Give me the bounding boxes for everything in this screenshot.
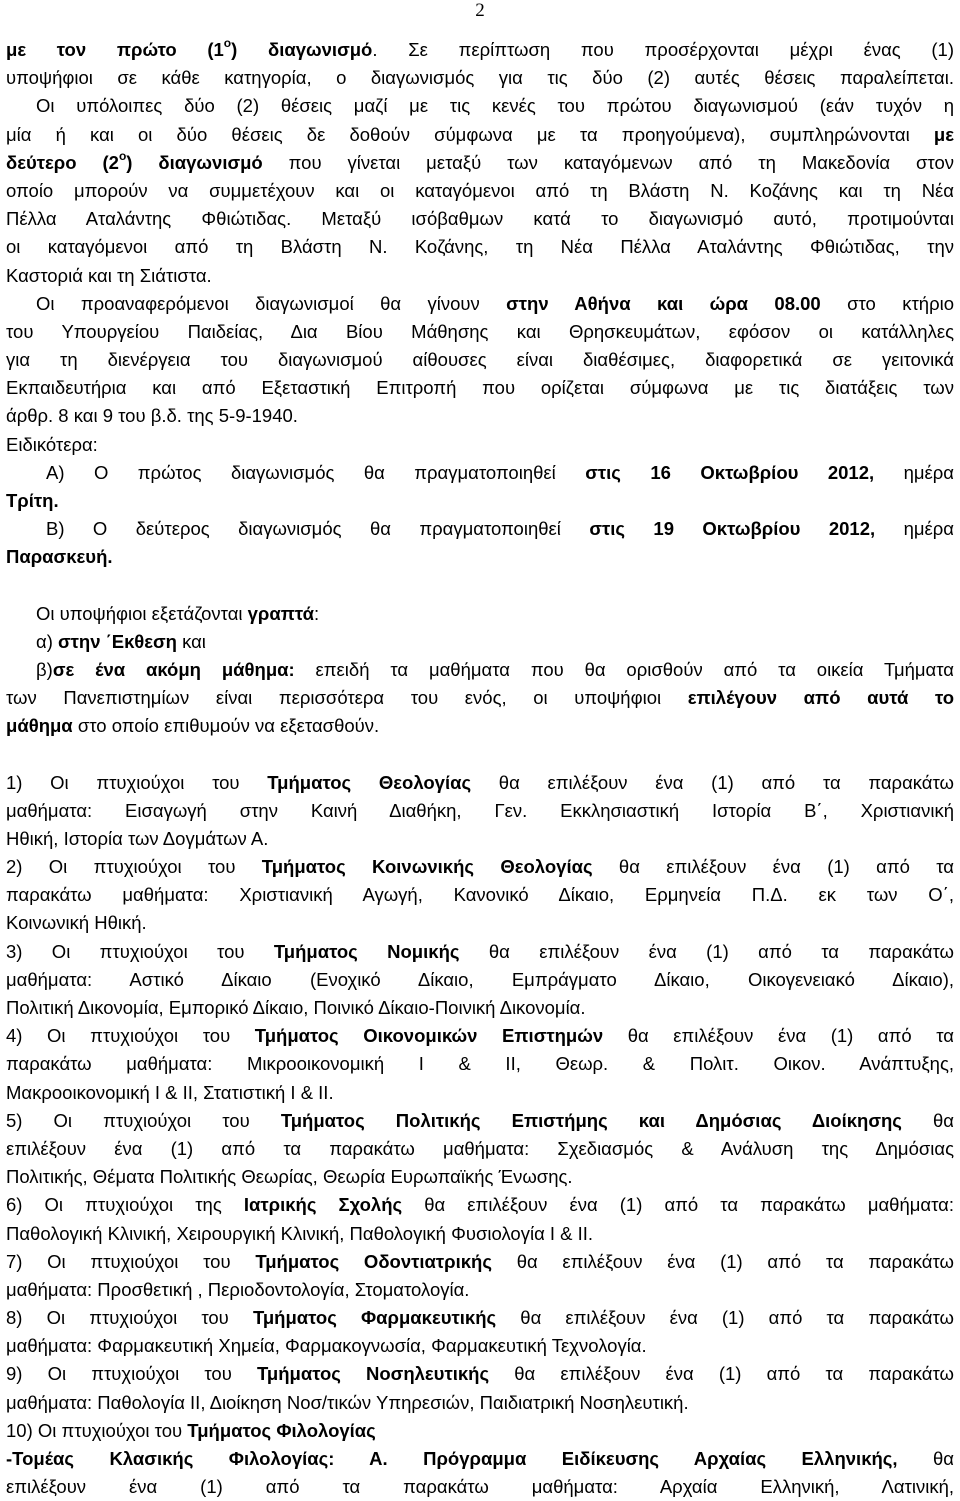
text-line: Εκπαιδευτήρια και από Εξεταστική Επιτροπή που ορίζεται σύμφωνα με τις διατάξεις των (6, 377, 954, 399)
text-line: 9) Οι πτυχιούχοι του Τμήματος Νοσηλευτικής θα επιλέξουν ένα (1) από τα παρακάτω (6, 1363, 954, 1385)
text-line: Μακροοικονομική Ι & ΙΙ, Στατιστική Ι & ΙΙ. (6, 1081, 334, 1103)
page-number: 2 (475, 0, 485, 21)
text-line: δεύτερο $(2^o)$ διαγωνισμό που γίνεται μεταξύ των καταγόμενων από τη Μακεδονία στον (6, 148, 954, 173)
text-line: παρακάτω μαθήματα: Χριστιανική Αγωγή, Κανονικό Δίκαιο, Ερμηνεία Π.Δ. εκ των Ο΄, (6, 884, 954, 906)
text-line: 2) Οι πτυχιούχοι του Τμήματος Κοινωνικής Θεολογίας θα επιλέξουν ένα (1) από τα (6, 856, 954, 878)
text-line: Ηθική, Ιστορία των Δογμάτων Α. (6, 827, 269, 849)
text-line: Κοινωνική Ηθική. (6, 912, 147, 934)
text-line: Παθολογική Κλινική, Χειρουργική Κλινική, Παθολογική Φυσιολογία Ι & ΙΙ. (6, 1222, 594, 1244)
text-line: υποψήφιοι σε κάθε κατηγορία, ο διαγωνισμός για τις δύο (2) αυτές θέσεις παραλείπεται. (6, 67, 954, 89)
text-line: 1) Οι πτυχιούχοι του Τμήματος Θεολογίας θα επιλέξουν ένα (1) από τα παρακάτω (6, 771, 954, 793)
text-line: παρακάτω μαθήματα: Μικροοικονομική Ι & ΙΙ, Θεωρ. & Πολιτ. Οικον. Ανάπτυξης, (6, 1053, 954, 1075)
text-line: επιλέξουν ένα (1) από τα παρακάτω μαθήματα: Αρχαία Ελληνική, Λατινική, (6, 1476, 954, 1498)
document-body (6, 36, 954, 1501)
text-line: Καστοριά και τη Σιάτιστα. (6, 264, 212, 286)
text-line: Οι υποψήφιοι εξετάζονται γραπτά: (36, 602, 320, 624)
text-line: μία ή και οι δύο θέσεις δε δοθούν σύμφωνα με τα προηγούμενα), συμπληρώνονται με (6, 123, 954, 145)
text-line: με τον πρώτο $(1^o)$ διαγωνισμό. Σε περίπτωση που προσέρχονται μέχρι ένας (1) (6, 36, 954, 60)
text-line: 10) Οι πτυχιούχοι του Τμήματος Φιλολογίας (6, 1419, 376, 1441)
text-line: α) στην ΄Εκθεση και (36, 630, 206, 652)
text-line: Παρασκευή. (6, 546, 113, 568)
blank-line (6, 741, 954, 769)
text-line: Πολιτικής, Θέματα Πολιτικής Θεωρίας, Θεωρία Ευρωπαϊκής Ένωσης. (6, 1166, 573, 1188)
text-line: Πέλλα Αταλάντης Φθιώτιδας. Μεταξύ ισόβαθμων κατά το διαγωνισμό αυτό, προτιμούνται (6, 208, 954, 230)
text-line: Β) Ο δεύτερος διαγωνισμός θα πραγματοποιηθεί στις 19 Οκτωβρίου 2012, ημέρα (46, 518, 954, 540)
text-line: 4) Οι πτυχιούχοι του Τμήματος Οικονομικών Επιστημών θα επιλέξουν ένα (1) από τα (6, 1025, 954, 1047)
text-line: Α) Ο πρώτος διαγωνισμός θα πραγματοποιηθεί στις 16 Οκτωβρίου 2012, ημέρα (46, 461, 954, 483)
text-line: 8) Οι πτυχιούχοι του Τμήματος Φαρμακευτικής θα επιλέξουν ένα (1) από τα παρακάτω (6, 1307, 954, 1329)
text-line: 3) Οι πτυχιούχοι του Τμήματος Νομικής θα επιλέξουν ένα (1) από τα παρακάτω (6, 940, 954, 962)
text-line: 7) Οι πτυχιούχοι του Τμήματος Οδοντιατρικής θα επιλέξουν ένα (1) από τα παρακάτω (6, 1250, 954, 1272)
text-line: άρθρ. 8 και 9 του β.δ. της 5-9-1940. (6, 405, 298, 427)
text-line: των Πανεπιστημίων είναι περισσότερα του ενός, οι υποψήφιοι επιλέγουν από αυτά το (6, 687, 954, 709)
text-line: μαθήματα: Προσθετική , Περιοδοντολογία, Στοματολογία. (6, 1278, 470, 1300)
text-line: Τρίτη. (6, 490, 59, 511)
text-line: Ειδικότερα: (6, 433, 98, 455)
text-line: οποίο μπορούν να συμμετέχουν και οι καταγόμενοι από τη Βλάστη Ν. Κοζάνης και τη Νέα (6, 179, 954, 201)
text-line: μαθήματα: Αστικό Δίκαιο (Ενοχικό Δίκαιο, Εμπράγματο Δίκαιο, Οικογενειακό Δίκαιο), (6, 968, 954, 990)
blank-line (6, 572, 954, 600)
text-line: 6) Οι πτυχιούχοι της Ιατρικής Σχολής θα επιλέξουν ένα (1) από τα παρακάτω μαθήματα: (6, 1194, 954, 1216)
text-line: Πολιτική Δικονομία, Εμπορικό Δίκαιο, Ποινικό Δίκαιο-Ποινική Δικονομία. (6, 997, 586, 1018)
text-line: επιλέξουν ένα (1) από τα παρακάτω μαθήματα: Σχεδιασμός & Ανάλυση της Δημόσιας (6, 1137, 954, 1159)
text-line: του Υπουργείου Παιδείας, Δια Βίου Μάθησης και Θρησκευμάτων, εφόσον οι κατάλληλες (6, 320, 954, 342)
text-line: Οι υπόλοιπες δύο (2) θέσεις μαζί με τις κενές του πρώτου διαγωνισμού (εάν τυχόν η (36, 95, 954, 117)
text-line: μάθημα στο οποίο επιθυμούν να εξετασθούν. (6, 715, 380, 737)
text-line: μαθήματα: Παθολογία ΙΙ, Διοίκηση Νοσ/τικών Υπηρεσιών, Παιδιατρική Νοσηλευτική. (6, 1391, 689, 1413)
text-line: 5) Οι πτυχιούχοι του Τμήματος Πολιτικής Επιστήμης και Δημόσιας Διοίκησης θα (6, 1109, 954, 1131)
text-line: οι καταγόμενοι από τη Βλάστη Ν. Κοζάνης, τη Νέα Πέλλα Αταλάντης Φθιώτιδας, την (6, 236, 954, 258)
text-line: για τη διενέργεια του διαγωνισμού αίθουσες είναι διαθέσιμες, διαφορετικά σε γειτονικά (6, 349, 954, 371)
text-line: -Τομέας Κλασικής Φιλολογίας: Α. Πρόγραμμα Ειδίκευσης Αρχαίας Ελληνικής, θα (6, 1448, 954, 1469)
text-line: μαθήματα: Φαρμακευτική Χημεία, Φαρμακογνωσία, Φαρμακευτική Τεχνολογία. (6, 1335, 647, 1357)
text-line: μαθήματα: Εισαγωγή στην Καινή Διαθήκη, Γεν. Εκκλησιαστική Ιστορία Β΄, Χριστιανική (6, 799, 954, 821)
text-line: β)σε ένα ακόμη μάθημα: επειδή τα μαθήματα που θα ορισθούν από τα οικεία Τμήματα (36, 658, 954, 680)
text-line: Οι προαναφερόμενοι διαγωνισμοί θα γίνουν στην Αθήνα και ώρα 08.00 στο κτήριο (36, 292, 954, 314)
